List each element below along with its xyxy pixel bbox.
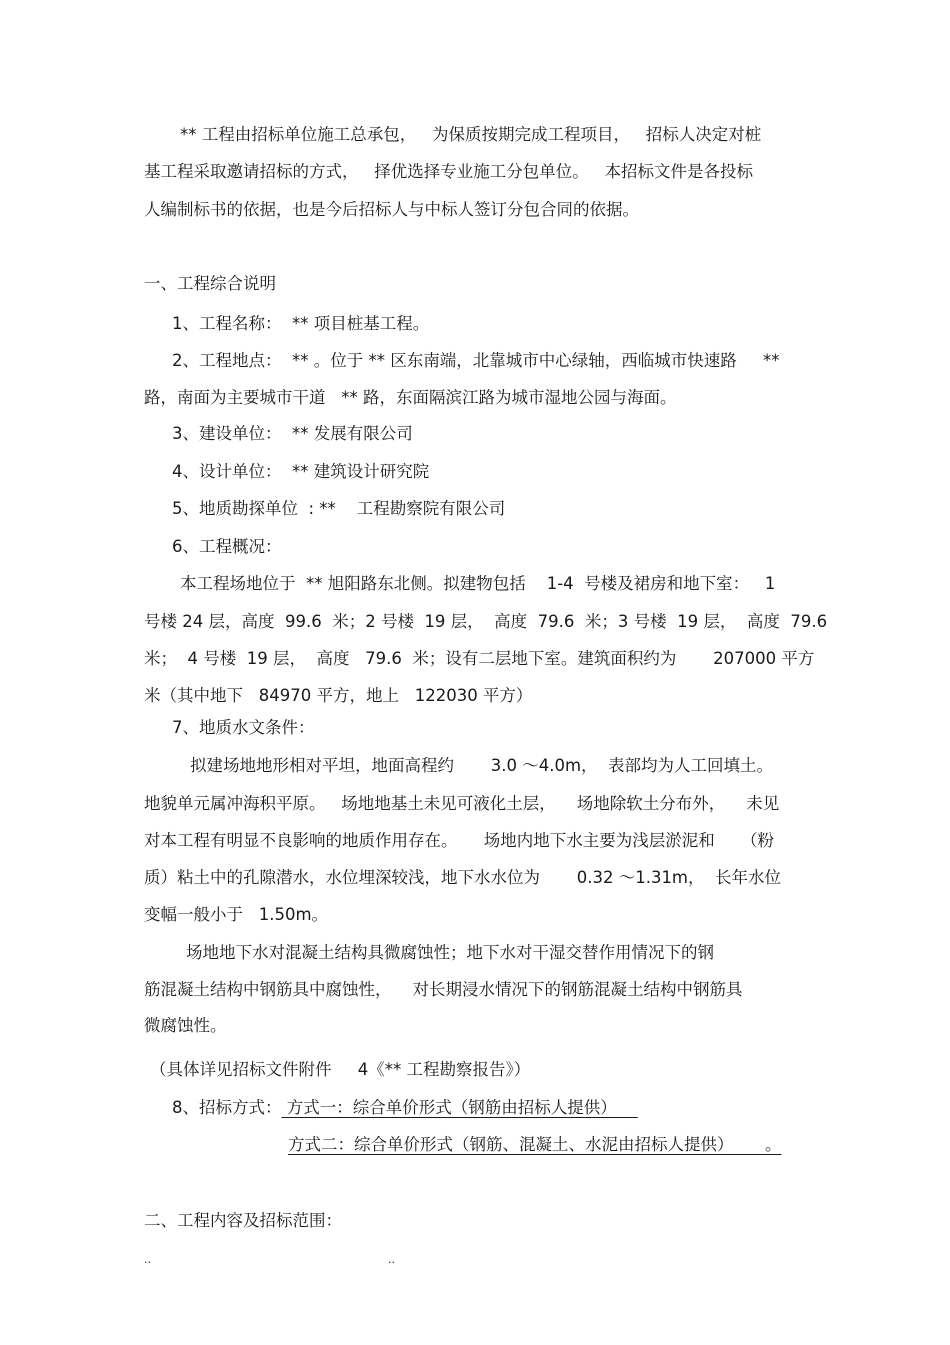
overview-line-2: 号楼 24 层，高度 99.6 米；2 号楼 19 层， 高度 79.6 米；3 号楼 19 层， 高度 79.6 [144,612,828,631]
item-project-location: 2、工程地点： ** 。位于 ** 区东南端，北靠城市中心绿轴，西临城市快速路 ** [172,351,780,370]
corrosion-line-3: 微腐蚀性。 [144,1016,227,1035]
overview-line-3: 米； 4 号楼 19 层， 高度 79.6 米；设有二层地下室。建筑面积约为 207000 平方 [144,649,815,668]
geology-line-3: 对本工程有明显不良影响的地质作用存在。 场地内地下水主要为浅层淤泥和 （粉 [144,831,774,850]
intro-line-1: ** 工程由招标单位施工总承包， 为保质按期完成工程项目， 招标人决定对桩 [180,125,762,144]
page-footer-mark-left: .. [144,1253,151,1266]
geology-line-1: 拟建场地地形相对平坦，地面高程约 3.0 ～4.0m， 表部均为人工回填土。 [190,756,774,775]
section-heading-scope: 二、工程内容及招标范围： [144,1211,342,1230]
overview-line-1: 本工程场地位于 ** 旭阳路东北侧。拟建物包括 1-4 号楼及裙房和地下室： 1 [180,574,776,593]
survey-report-reference: （具体详见招标文件附件 4《** 工程勘察报告》） [150,1060,531,1079]
item-overview-label: 6、工程概况： [172,537,282,556]
page-footer-mark-right: .. [388,1253,395,1266]
item-survey-unit: 5、地质勘探单位 : ** 工程勘察院有限公司 [172,499,506,518]
tender-method-option-2: 方式二：综合单价形式（钢筋、混凝土、水泥由招标人提供） 。 [288,1135,782,1154]
section-heading-overview: 一、工程综合说明 [144,274,276,293]
item-geology-label: 7、地质水文条件： [172,718,315,737]
tender-method-label: 8、招标方式： [172,1098,282,1117]
intro-line-3: 人编制标书的依据，也是今后招标人与中标人签订分包合同的依据。 [144,200,639,219]
intro-line-2: 基工程采取邀请招标的方式， 择优选择专业施工分包单位。 本招标文件是各投标 [144,162,753,181]
overview-line-4: 米（其中地下 84970 平方，地上 122030 平方） [144,686,533,705]
item-project-name: 1、工程名称： ** 项目桩基工程。 [172,314,430,333]
geology-line-4: 质）粘土中的孔隙潜水，水位埋深较浅，地下水水位为 0.32 ～1.31m， 长年水位 [144,868,781,887]
corrosion-line-2: 筋混凝土结构中钢筋具中腐蚀性， 对长期浸水情况下的钢筋混凝土结构中钢筋具 [144,980,743,999]
item-designer: 4、设计单位： ** 建筑设计研究院 [172,462,430,481]
geology-line-5: 变幅一般小于 1.50m。 [144,905,329,924]
item-owner: 3、建设单位： ** 发展有限公司 [172,424,413,443]
corrosion-line-1: 场地地下水对混凝土结构具微腐蚀性；地下水对干湿交替作用情况下的钢 [186,943,714,962]
tender-method-line [172,1098,950,1118]
tender-method-option-1: 方式一：综合单价形式（钢筋由招标人提供） [281,1098,638,1117]
geology-line-2: 地貌单元属冲海积平原。 场地地基土未见可液化土层， 场地除软土分布外， 未见 [144,794,780,813]
item-project-location-cont: 路，南面为主要城市干道 ** 路，东面隔滨江路为城市湿地公园与海面。 [144,388,677,407]
